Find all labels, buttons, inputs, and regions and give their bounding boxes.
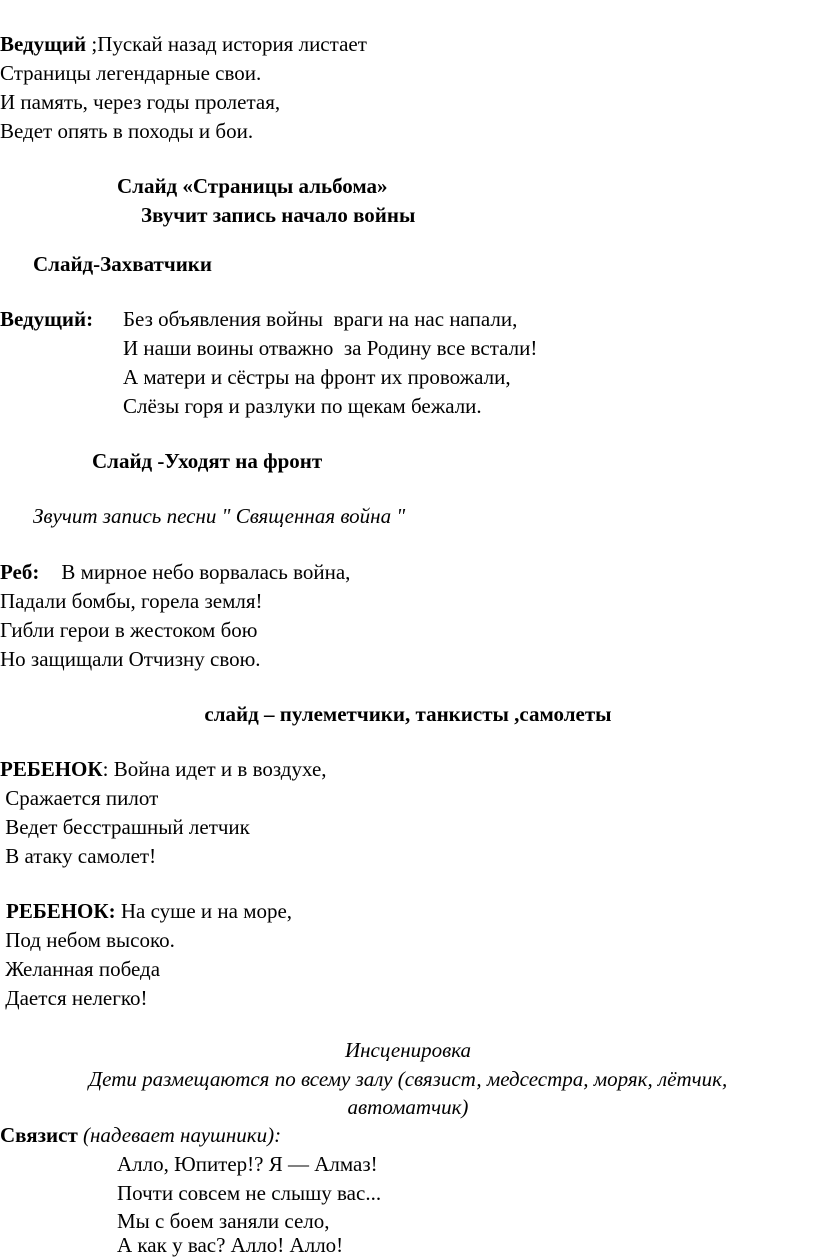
verse-line-1 (0, 558, 350, 586)
verse-text: ;Пускай назад история листает (86, 32, 367, 56)
sound-cue: Звучит запись песни " Священная война " (33, 504, 406, 528)
verse-line: Дается нелегко! (0, 986, 148, 1010)
speaker-label: РЕБЕНОК (0, 757, 103, 781)
verse-line: А как у вас? Алло! Алло! (117, 1233, 344, 1257)
verse-line: Ведет бесстрашный летчик (0, 815, 250, 839)
verse-line: Почти совсем не слышу вас... (117, 1181, 382, 1205)
verse-text: В мирное небо ворвалась война, (61, 560, 351, 584)
verse-line: Ведет опять в походы и бои. (0, 119, 254, 143)
verse-line: И наши воины отважно за Родину все встали! (123, 336, 538, 360)
verse-line: Под небом высоко. (0, 928, 175, 952)
verse-line: А матери и сёстры на фронт их провожали, (123, 365, 511, 389)
staging-title: Инсценировка (344, 1038, 472, 1062)
verse-line: Желанная победа (0, 957, 161, 981)
verse-line: Сражается пилот (0, 786, 159, 810)
speaker-label: Ведущий (0, 32, 87, 56)
verse-line-1 (0, 30, 367, 58)
speaker-label: Ведущий: (0, 307, 94, 331)
verse-text: На суше и на море, (115, 899, 293, 923)
verse-text: : Война идет и в воздухе, (102, 757, 327, 781)
speaker-label: Реб: (0, 560, 40, 584)
verse-line: И память, через годы пролетая, (0, 90, 281, 114)
verse-line-1 (0, 1121, 281, 1149)
verse-line: В атаку самолет! (0, 844, 157, 868)
verse-line: Падали бомбы, горела земля! (0, 589, 263, 613)
verse-line-1 (6, 897, 292, 925)
slide-heading: Слайд -Уходят на фронт (92, 449, 323, 473)
verse-line: Но защищали Отчизну свою. (0, 647, 261, 671)
stage-remark: (надевает наушники): (77, 1123, 282, 1147)
slide-heading: Слайд «Страницы альбома» (117, 174, 388, 198)
speaker-label: Связист (0, 1123, 78, 1147)
verse-line-1 (0, 755, 327, 783)
staging-description: Дети размещаются по всему залу (связист, медсестра, моряк, лётчик, (88, 1067, 728, 1091)
verse-line: Слёзы горя и разлуки по щекам бежали. (123, 394, 482, 418)
speaker-label: РЕБЕНОК: (6, 899, 116, 923)
verse-line: Гибли герои в жестоком бою (0, 618, 258, 642)
verse-line: Без объявления войны враги на нас напали, (123, 307, 518, 331)
staging-description: автоматчик) (347, 1095, 469, 1119)
sound-cue: Звучит запись начало войны (141, 203, 416, 227)
slide-heading: слайд – пулеметчики, танкисты ,самолеты (204, 702, 612, 726)
slide-heading: Слайд-Захватчики (33, 252, 213, 276)
verse-line: Алло, Юпитер!? Я — Алмаз! (117, 1152, 378, 1176)
verse-line: Мы с боем заняли село, (117, 1209, 330, 1233)
verse-line: Страницы легендарные свои. (0, 61, 262, 85)
